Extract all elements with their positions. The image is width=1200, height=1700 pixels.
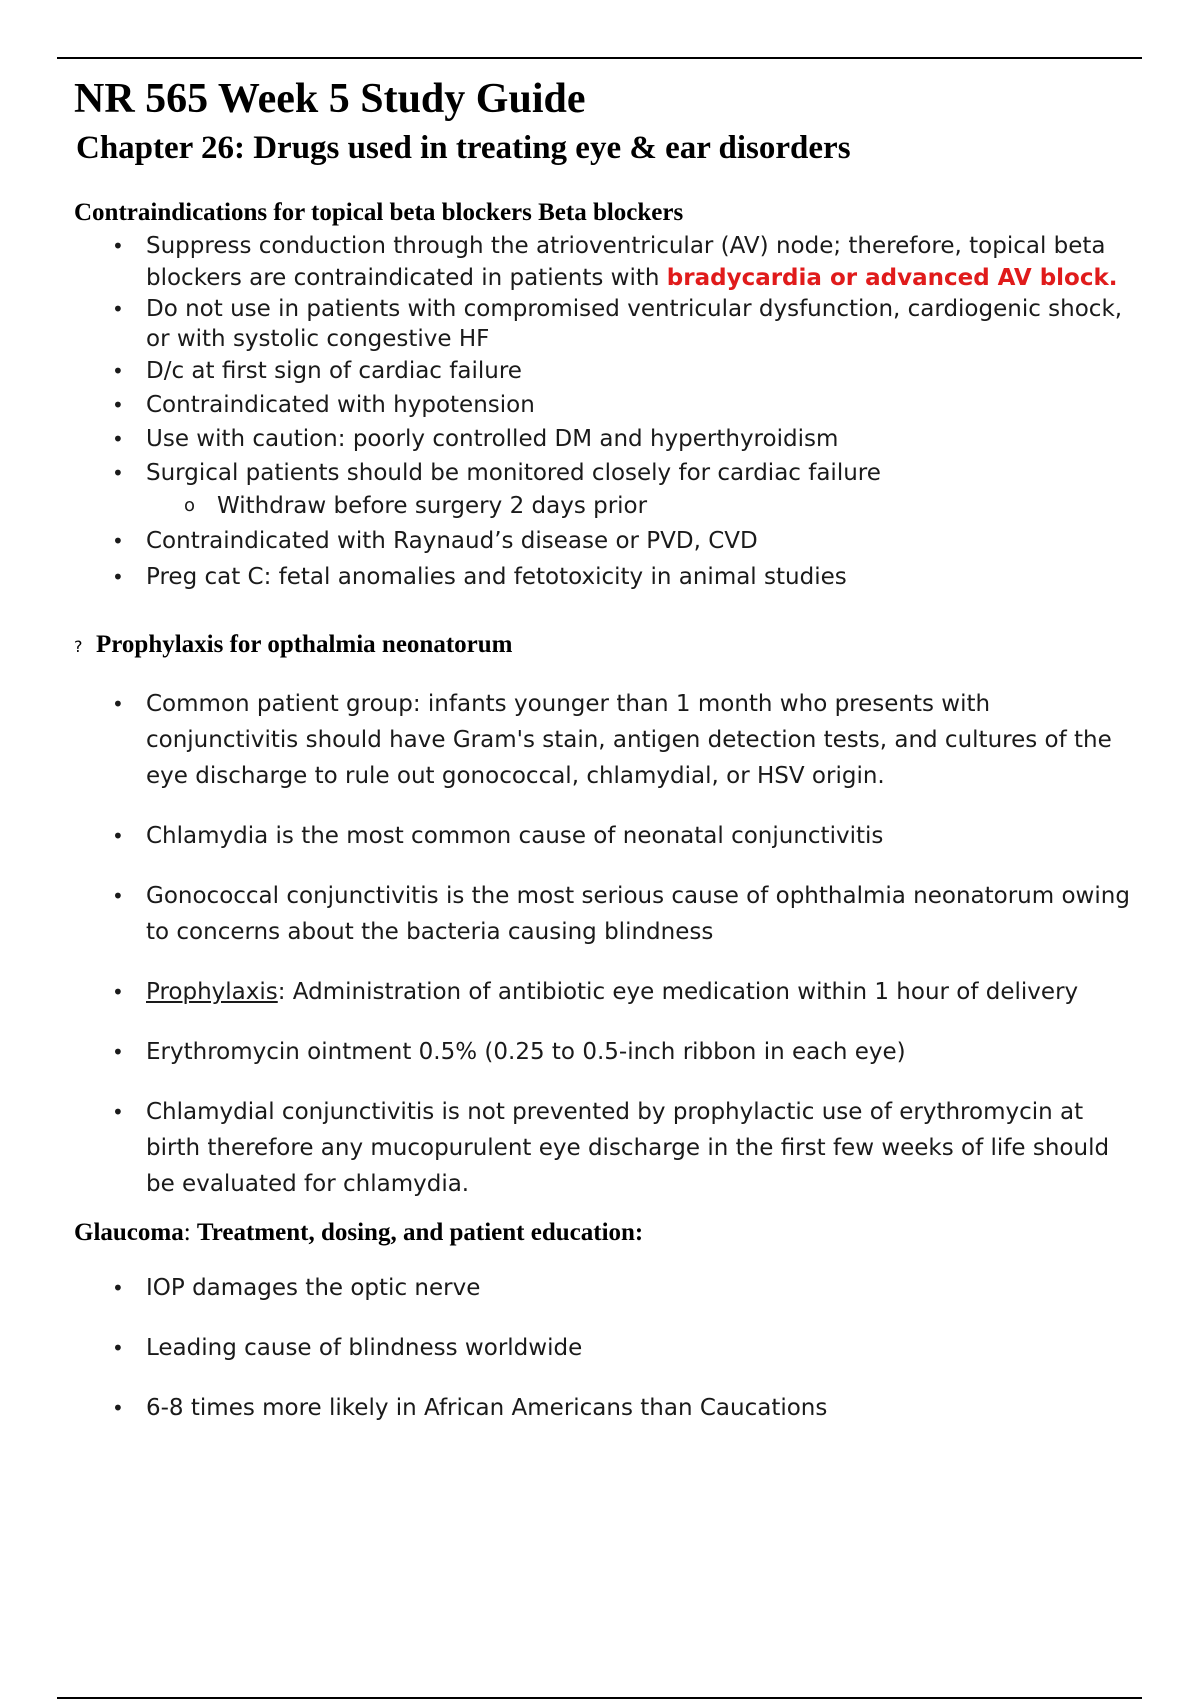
section-heading-glaucoma: [74, 1216, 1134, 1250]
list-item-text: Contraindicated with hypotension: [146, 392, 535, 418]
bottom-rule: [57, 1697, 1142, 1699]
list-item-text: Surgical patients should be monitored closely for cardiac failure: [146, 460, 881, 486]
list-item: [74, 230, 1134, 294]
list-item-text: Chlamydia is the most common cause of neonatal conjunctivitis: [146, 823, 884, 849]
list-item: [74, 1390, 1134, 1426]
glaucoma-list: [74, 1270, 1134, 1426]
list-item-text: IOP damages the optic nerve: [146, 1275, 481, 1301]
bullet-icon: •: [112, 359, 124, 383]
bullet-icon: •: [112, 824, 124, 848]
list-item-text: Leading cause of blindness worldwide: [146, 1335, 583, 1361]
list-marker-icon: ?: [74, 637, 83, 656]
sub-list-item: [74, 490, 1134, 522]
list-item: [74, 524, 1134, 558]
bullet-icon: •: [112, 692, 124, 716]
prophylaxis-term: Prophylaxis: [146, 979, 278, 1005]
list-item-text: Do not use in patients with compromised ventricular dysfunction, cardiogenic shock, or with systolic congestive HF: [146, 296, 1123, 352]
list-item: [74, 1330, 1134, 1366]
list-item-text: Common patient group: infants younger than 1 month who presents with conjunctivitis should have Gram's stain, antigen detection tests, and cultures of the eye discharge to rule out gonococcal, chlamydial, or HSV origin.: [146, 691, 1112, 789]
chapter-heading: Chapter 26: Drugs used in treating eye & ear disorders: [76, 130, 851, 166]
list-item-text: D/c at first sign of cardiac failure: [146, 358, 522, 384]
beta-blocker-list: [74, 230, 1134, 594]
list-item: [74, 686, 1134, 794]
list-item: [74, 560, 1134, 594]
glaucoma-topic: Glaucoma: [74, 1219, 184, 1246]
sub-list: [74, 490, 1134, 522]
sub-bullet-icon: o: [184, 495, 196, 516]
section-heading-beta-blockers: Contraindications for topical beta blockers Beta blockers: [74, 199, 684, 226]
bullet-icon: •: [112, 1100, 124, 1124]
bullet-icon: •: [112, 1040, 124, 1064]
bullet-icon: •: [112, 427, 124, 451]
list-item: [74, 1034, 1134, 1070]
list-item: [74, 354, 1134, 388]
bullet-icon: •: [112, 1336, 124, 1360]
list-item: [74, 1270, 1134, 1306]
list-item-text: Use with caution: poorly controlled DM and hyperthyroidism: [146, 426, 839, 452]
list-item: [74, 818, 1134, 854]
top-rule: [57, 57, 1142, 59]
bullet-icon: •: [112, 393, 124, 417]
bullet-icon: •: [112, 884, 124, 908]
list-item-text: Chlamydial conjunctivitis is not prevented by prophylactic use of erythromycin at birth therefore any mucopurulent eye discharge in the first few weeks of life should be evaluated for chlamydia.: [146, 1099, 1110, 1197]
list-item-text: Preg cat C: fetal anomalies and fetotoxicity in animal studies: [146, 564, 847, 590]
bullet-icon: •: [112, 297, 124, 321]
list-item: [74, 974, 1134, 1010]
list-item: [74, 388, 1134, 422]
heading-separator: :: [183, 1219, 197, 1246]
sub-list-item-text: Withdraw before surgery 2 days prior: [217, 493, 648, 519]
list-item-text: 6-8 times more likely in African Americans than Caucations: [146, 1395, 828, 1421]
list-item: [74, 456, 1134, 522]
document-page: [74, 70, 1134, 1450]
bullet-icon: •: [112, 234, 124, 258]
emphasis-text: bradycardia or advanced AV block.: [666, 265, 1118, 291]
glaucoma-heading-text: Treatment, dosing, and patient education:: [196, 1219, 644, 1246]
list-item-text: Suppress conduction through the atrioventricular (AV) node; therefore, topical beta blockers are contraindicated in patients with: [146, 233, 1106, 291]
document-title: NR 565 Week 5 Study Guide: [74, 76, 586, 122]
bullet-icon: •: [112, 461, 124, 485]
bullet-icon: •: [112, 529, 124, 553]
bullet-icon: •: [112, 565, 124, 589]
list-item-text: : Administration of antibiotic eye medication within 1 hour of delivery: [277, 979, 1079, 1005]
list-item: [74, 878, 1134, 950]
ophthalmia-list: [74, 686, 1134, 1202]
list-item: [74, 422, 1134, 456]
bullet-icon: •: [112, 1276, 124, 1300]
section-heading-ophthalmia: [74, 628, 1134, 664]
section-heading-text: Prophylaxis for opthalmia neonatorum: [96, 631, 513, 658]
list-item: [74, 1094, 1134, 1202]
list-item-text: Gonococcal conjunctivitis is the most serious cause of ophthalmia neonatorum owing to concerns about the bacteria causing blindness: [146, 883, 1130, 945]
bullet-icon: •: [112, 980, 124, 1004]
list-item: [74, 294, 1134, 354]
list-item-text: Erythromycin ointment 0.5% (0.25 to 0.5-inch ribbon in each eye): [146, 1039, 906, 1065]
bullet-icon: •: [112, 1396, 124, 1420]
list-item-text: Contraindicated with Raynaud’s disease or PVD, CVD: [146, 528, 758, 554]
